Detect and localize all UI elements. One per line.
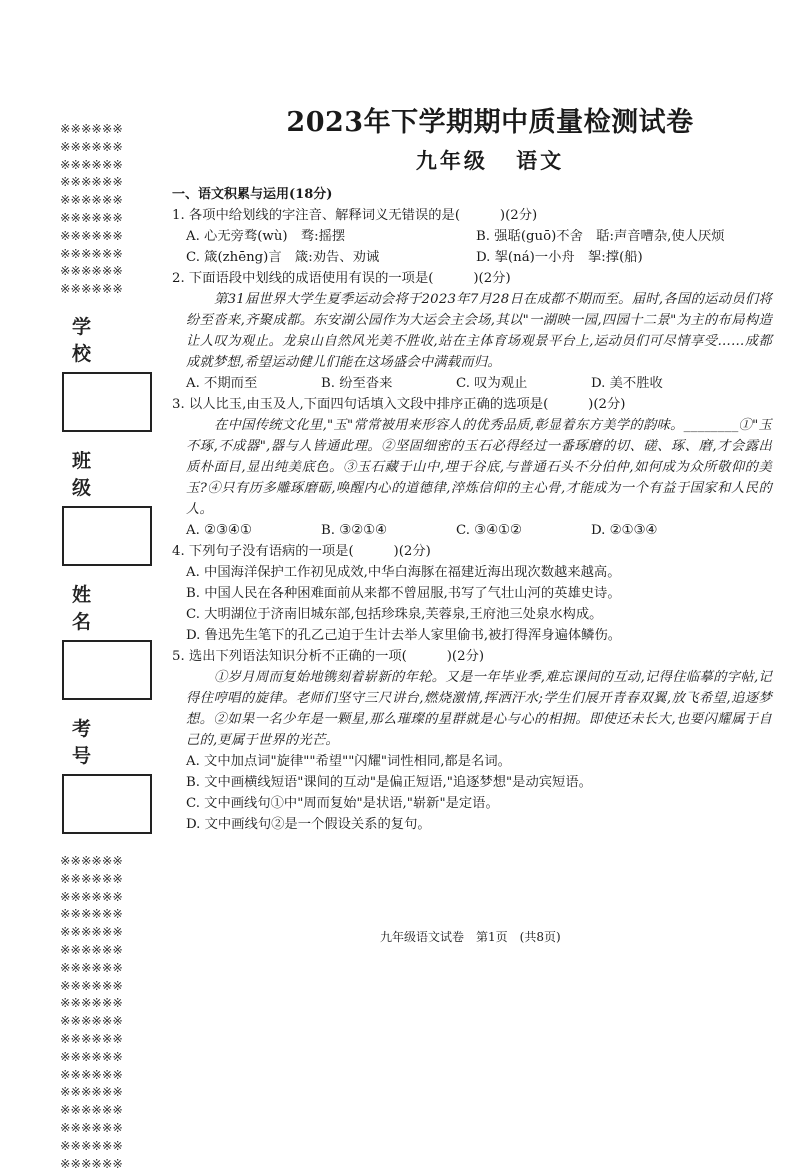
option-a: A. ②③④① [186, 523, 252, 538]
exam-number-label: 考 号 [72, 717, 122, 767]
exam-title: 2023年下学期期中质量检测试卷 [286, 107, 694, 138]
question-passage: ①岁月周而复始地镌刻着崭新的年轮。又是一年毕业季,难忘课间的互动,记得住临摹的字帖,记得住哼唱的旋律。老师们坚守三尺讲台,燃烧激情,挥洒汗水;学生们展开青春双翼,放飞希望,追逐梦想。②如果一名少年是一颗星,那么璀璨的星群就是心与心的相拥。即使还未长大,也要闪耀属于自己的,更属于世界的光芒。 [186, 670, 772, 748]
option-a: A. 不期而至 [186, 376, 258, 391]
option-b: B. ③②①④ [321, 523, 387, 538]
question-stem: 3. 以人比玉,由玉及人,下面四句话填入文段中排序正确的选项是( )(2分) [172, 397, 626, 412]
name-input-box[interactable] [62, 640, 152, 700]
option-a: A. 文中加点词"旋律""希望""闪耀"词性相同,都是名词。 [186, 754, 511, 769]
star-border-bottom: ※※※※※※ ※※※※※※ ※※※※※※ ※※※※※※ ※※※※※※ ※※※※※※ ※※※※※※ ※※※※※※ ※※※※※※ ※※※※※※ ※※※※※※ ※※※※※※ ※※※※※※ ※※※※※※ ※※※※※※ ※※※※※※ ※※※※※※ ※※※※※※ [60, 852, 123, 1171]
exam-subtitle: 九年级 语文 [415, 148, 565, 173]
exam-number-input-box[interactable] [62, 774, 152, 834]
question-stem: 1. 各项中给划线的字注音、解释词义无错误的是( )(2分) [172, 208, 538, 223]
name-label: 姓 名 [72, 583, 122, 633]
star-border-top: ※※※※※※ ※※※※※※ ※※※※※※ ※※※※※※ ※※※※※※ ※※※※※※ ※※※※※※ ※※※※※※ ※※※※※※ ※※※※※※ [60, 121, 123, 297]
option-c: C. 叹为观止 [456, 376, 528, 391]
question-1 [172, 205, 772, 268]
option-b: B. 文中画横线短语"课间的互动"是偏正短语,"追逐梦想"是动宾短语。 [186, 775, 592, 790]
option-d: D. ②①③④ [591, 523, 658, 538]
question-5 [172, 646, 772, 835]
class-input-box[interactable] [62, 506, 152, 566]
question-passage: 第31届世界大学生夏季运动会将于2023年7月28日在成都不期而至。届时,各国的运动员们将纷至沓来,齐聚成都。东安湖公园作为大运会主会场,其以"一湖映一园,四园十二景"为主的布局构造让人叹为观止。龙泉山自然风光美不胜收,站在主体育场观景平台上,运动员们可尽情享受……成都成就梦想,希望运动健儿们能在这场盛会中满载而归。 [186, 292, 772, 370]
question-2 [172, 268, 772, 394]
options [172, 226, 772, 268]
options [172, 562, 772, 646]
page-footer: 九年级语文试卷 第1页 (共8页) [380, 930, 561, 944]
option-d: D. 文中画线句②是一个假设关系的复句。 [186, 817, 431, 832]
options [172, 751, 772, 835]
question-stem: 5. 选出下列语法知识分析不正确的一项( )(2分) [172, 649, 485, 664]
question-passage: 在中国传统文化里,"玉"常常被用来形容人的优秀品质,彰显着东方美学的韵味。________①"玉不琢,不成器",器与人皆通此理。②坚固细密的玉石必得经过一番琢磨的切、磋、琢、磨,才会露出质朴面目,显出纯美底色。③玉石藏于山中,埋于谷底,与普通石头不分伯仲,如何成为众所敬仰的美玉?④只有历多雕琢磨砺,唤醒内心的道德律,淬炼信仰的主心骨,才能成为一个有益于国家和人民的人。 [186, 418, 772, 517]
option-d: D. 美不胜收 [591, 376, 663, 391]
binding-strip [60, 120, 160, 1172]
option-a: A. 心无旁骛(wù) 骛:摇摆 [186, 229, 346, 244]
option-a: A. 中国海洋保护工作初见成效,中华白海豚在福建近海出现次数越来越高。 [186, 565, 621, 580]
option-b: B. 强聒(guō)不舍 聒:声音嘈杂,使人厌烦 [476, 229, 725, 244]
option-c: C. ③④①② [456, 523, 522, 538]
question-4 [172, 541, 772, 646]
school-input-box[interactable] [62, 372, 152, 432]
option-d: D. 鲁迅先生笔下的孔乙己迫于生计去举人家里偷书,被打得浑身遍体鳞伤。 [186, 628, 622, 643]
question-stem: 2. 下面语段中划线的成语使用有误的一项是( )(2分) [172, 271, 511, 286]
exam-content [172, 100, 772, 835]
options [172, 373, 772, 394]
option-b: B. 纷至沓来 [321, 376, 393, 391]
option-c: C. 大明湖位于济南旧城东部,包括珍珠泉,芙蓉泉,王府池三处泉水构成。 [186, 607, 603, 622]
class-label: 班 级 [72, 449, 122, 499]
question-stem: 4. 下列句子没有语病的一项是( )(2分) [172, 544, 431, 559]
option-c: C. 文中画线句①中"周而复始"是状语,"崭新"是定语。 [186, 796, 499, 811]
section-heading: 一、语文积累与运用(18分) [172, 187, 333, 202]
option-d: D. 挐(ná)一小舟 挐:撑(船) [476, 250, 643, 265]
options [172, 520, 772, 541]
school-label: 学 校 [72, 315, 122, 365]
option-c: C. 箴(zhēng)言 箴:劝告、劝诫 [186, 250, 380, 265]
option-b: B. 中国人民在各种困难面前从来都不曾屈服,书写了气壮山河的英雄史诗。 [186, 586, 621, 601]
question-3 [172, 394, 772, 541]
